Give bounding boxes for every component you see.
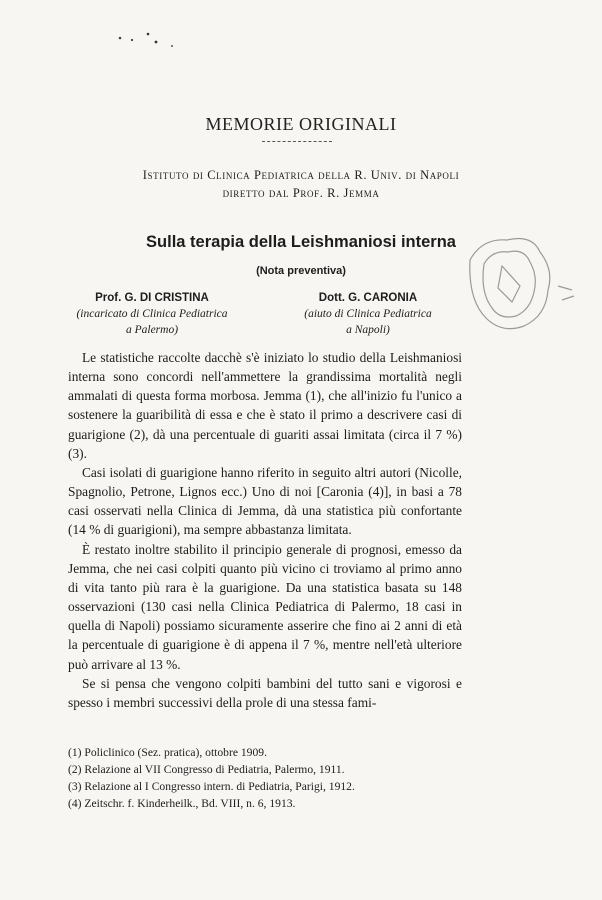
footnote: (2) Relazione al VII Congresso di Pediatria, Palermo, 1911. (68, 763, 345, 776)
article-body (68, 348, 462, 712)
ink-specks (110, 20, 190, 80)
institute-line-1: Istituto di Clinica Pediatrica della R. Univ. di Napoli (142, 168, 460, 182)
author-name: Prof. G. DI CRISTINA (95, 292, 209, 304)
author-block-2 (268, 290, 468, 338)
author-affiliation: (aiuto di Clinica Pediatrica (304, 308, 432, 320)
author-name: Dott. G. CARONIA (318, 292, 418, 304)
author-affiliation: a Palermo) (125, 324, 179, 336)
footnotes (68, 744, 468, 812)
footnote: (1) Policlinico (Sez. pratica), ottobre 1909. (68, 746, 267, 759)
author-block-1 (52, 290, 252, 338)
heading-divider (262, 141, 332, 143)
institute-line-2: diretto dal Prof. R. Jemma (222, 186, 380, 200)
body-paragraph: Se si pensa che vengono colpiti bambini del tutto sani e vigorosi e spesso i membri successivi della prole di una stessa fami- (68, 675, 462, 710)
footnote: (4) Zeitschr. f. Kinderheilk., Bd. VIII, n. 6, 1913. (68, 797, 296, 810)
body-paragraph: È restato inoltre stabilito il principio generale di prognosi, emesso da Jemma, che nei casi colpiti quanto più vicino ci troviamo al primo anno di vita tanto più rara è la guarigione. Da una statistica basata su 148 osservazioni (130 casi nella Clinica Pediatrica di Palermo, 18 casi in quella di Napoli) possiamo sicuramente asserire che fino ai 2 anni di età la percentuale di guarigione è di appena il 7 %, mentre nell'età ulteriore può arrivare al 13 %. (68, 541, 462, 672)
article-title: Sulla terapia della Leishmaniosi interna (146, 233, 456, 251)
section-heading: MEMORIE ORIGINALI (205, 114, 397, 134)
article-subtitle: (Nota preventiva) (256, 265, 346, 277)
author-affiliation: (incaricato di Clinica Pediatrica (76, 308, 228, 320)
body-paragraph: Casi isolati di guarigione hanno riferito in seguito altri autori (Nicolle, Spagnolio, Petrone, Lignos ecc.) Uno di noi [Caronia (4)], in basi a 78 casi osservati nella Clinica di Jemma, dà una statistica più confortante (14 % di guarigioni), ma sempre abbastanza limitata. (68, 464, 462, 538)
author-affiliation: a Napoli) (346, 324, 390, 336)
body-paragraph: Le statistiche raccolte dacchè s'è iniziato lo studio della Leishmaniosi interna sono concordi nell'ammettere la grandissima mortalità negli ammalati di questa forma morbosa. Jemma (1), che all'inizio fu l'unico a sostenere la guaribilità di essa e che è stato il primo a descrivere casi di guarigione (2), dà una percentuale di guariti assai limitata (circa il 7 %) (3). (68, 350, 462, 461)
footnote: (3) Relazione al I Congresso intern. di Pediatria, Parigi, 1912. (68, 780, 355, 793)
